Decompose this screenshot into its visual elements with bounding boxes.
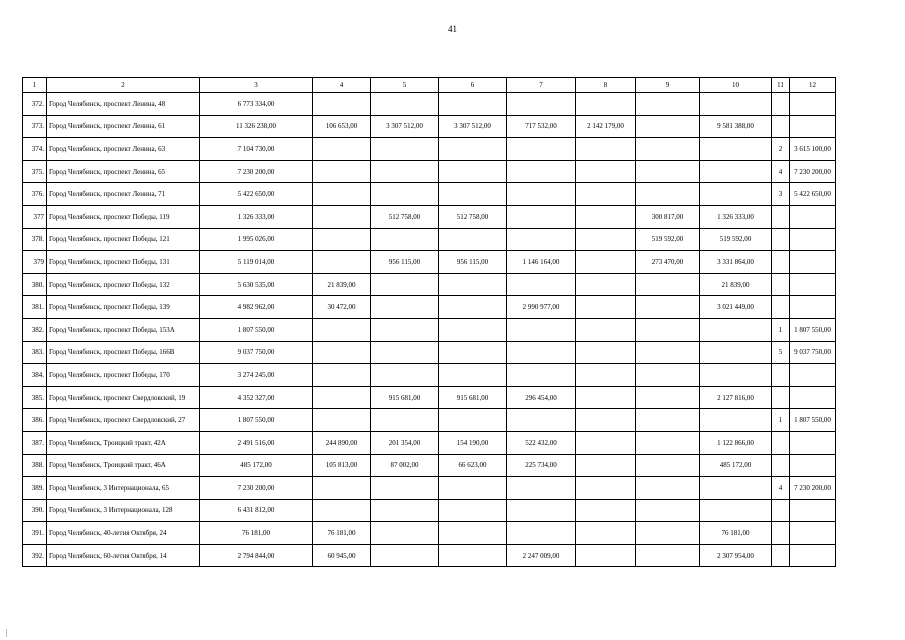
value-cell: 11 326 238,00: [200, 115, 313, 138]
value-cell: 244 890,00: [313, 431, 371, 454]
row-number-cell: 388.: [23, 454, 47, 477]
value-cell: [371, 409, 439, 432]
value-cell: [371, 477, 439, 500]
column-header-5: 5: [371, 78, 439, 93]
value-cell: [700, 183, 772, 206]
value-cell: 519 592,00: [700, 228, 772, 251]
value-cell: 1 807 550,00: [200, 409, 313, 432]
row-number-cell: 379: [23, 251, 47, 274]
value-cell: [772, 364, 790, 387]
value-cell: [790, 93, 836, 116]
value-cell: [576, 409, 636, 432]
table-row: [23, 93, 836, 116]
table-row: [23, 431, 836, 454]
value-cell: 21 839,00: [700, 273, 772, 296]
value-cell: 3 307 512,00: [439, 115, 507, 138]
row-number-cell: 378.: [23, 228, 47, 251]
value-cell: 915 681,00: [439, 386, 507, 409]
value-cell: [576, 251, 636, 274]
value-cell: [439, 499, 507, 522]
value-cell: [439, 296, 507, 319]
row-number-cell: 377: [23, 205, 47, 228]
value-cell: [507, 160, 576, 183]
address-cell: Город Челябинск, проспект Победы, 132: [47, 273, 200, 296]
row-number-cell: 386.: [23, 409, 47, 432]
row-number-cell: 389.: [23, 477, 47, 500]
value-cell: 9 037 750,00: [200, 341, 313, 364]
value-cell: [636, 386, 700, 409]
value-cell: [772, 386, 790, 409]
address-cell: Город Челябинск, проспект Свердловский, 19: [47, 386, 200, 409]
address-cell: Город Челябинск, проспект Свердловский, 27: [47, 409, 200, 432]
address-cell: Город Челябинск, проспект Победы, 121: [47, 228, 200, 251]
value-cell: 5 119 014,00: [200, 251, 313, 274]
value-cell: [507, 318, 576, 341]
value-cell: 2 794 844,00: [200, 544, 313, 567]
column-header-8: 8: [576, 78, 636, 93]
value-cell: [371, 183, 439, 206]
value-cell: [439, 228, 507, 251]
value-cell: [439, 160, 507, 183]
value-cell: [439, 341, 507, 364]
value-cell: [636, 273, 700, 296]
address-cell: Город Челябинск, проспект Победы, 119: [47, 205, 200, 228]
value-cell: [636, 296, 700, 319]
value-cell: [439, 364, 507, 387]
value-cell: [790, 205, 836, 228]
value-cell: 5: [772, 341, 790, 364]
value-cell: [371, 341, 439, 364]
value-cell: 300 817,00: [636, 205, 700, 228]
value-cell: 1: [772, 409, 790, 432]
value-cell: [790, 273, 836, 296]
value-cell: [576, 544, 636, 567]
table-row: [23, 409, 836, 432]
value-cell: 66 623,00: [439, 454, 507, 477]
value-cell: 2 307 954,00: [700, 544, 772, 567]
value-cell: [507, 228, 576, 251]
value-cell: 7 230 200,00: [200, 477, 313, 500]
value-cell: 7 230 200,00: [200, 160, 313, 183]
address-cell: Город Челябинск, проспект Победы, 166В: [47, 341, 200, 364]
value-cell: [700, 160, 772, 183]
value-cell: [576, 318, 636, 341]
value-cell: [439, 138, 507, 161]
table-row: [23, 499, 836, 522]
value-cell: [790, 228, 836, 251]
value-cell: [772, 296, 790, 319]
value-cell: [772, 115, 790, 138]
value-cell: [313, 409, 371, 432]
value-cell: [507, 499, 576, 522]
row-number-cell: 391.: [23, 522, 47, 545]
row-number-cell: 381.: [23, 296, 47, 319]
value-cell: 1 807 550,00: [790, 318, 836, 341]
value-cell: [790, 115, 836, 138]
value-cell: 9 037 750,00: [790, 341, 836, 364]
value-cell: 30 472,00: [313, 296, 371, 319]
value-cell: [439, 183, 507, 206]
table-row: [23, 160, 836, 183]
value-cell: [371, 273, 439, 296]
page-number: 41: [448, 24, 457, 34]
value-cell: 1 326 333,00: [700, 205, 772, 228]
value-cell: [790, 522, 836, 545]
value-cell: [636, 115, 700, 138]
value-cell: 4: [772, 160, 790, 183]
value-cell: [439, 409, 507, 432]
value-cell: 3 615 100,00: [790, 138, 836, 161]
value-cell: [507, 477, 576, 500]
value-cell: 7 230 200,00: [790, 160, 836, 183]
value-cell: 5 422 650,00: [200, 183, 313, 206]
value-cell: 485 172,00: [200, 454, 313, 477]
value-cell: [576, 138, 636, 161]
value-cell: 76 181,00: [200, 522, 313, 545]
value-cell: [636, 93, 700, 116]
value-cell: [576, 273, 636, 296]
value-cell: [636, 409, 700, 432]
address-cell: Город Челябинск, 3 Интернационала, 65: [47, 477, 200, 500]
column-header-7: 7: [507, 78, 576, 93]
value-cell: [636, 477, 700, 500]
value-cell: [790, 386, 836, 409]
value-cell: [576, 205, 636, 228]
table-row: [23, 364, 836, 387]
value-cell: [507, 183, 576, 206]
table-row: [23, 454, 836, 477]
table-row: [23, 183, 836, 206]
value-cell: [772, 499, 790, 522]
value-cell: [313, 160, 371, 183]
value-cell: [636, 341, 700, 364]
address-cell: Город Челябинск, проспект Ленина, 71: [47, 183, 200, 206]
value-cell: 3 021 449,00: [700, 296, 772, 319]
address-cell: Город Челябинск, проспект Победы, 131: [47, 251, 200, 274]
value-cell: [700, 138, 772, 161]
value-cell: 1 995 026,00: [200, 228, 313, 251]
value-cell: [313, 386, 371, 409]
value-cell: 6 773 334,00: [200, 93, 313, 116]
value-cell: [576, 160, 636, 183]
row-number-cell: 372.: [23, 93, 47, 116]
value-cell: [313, 93, 371, 116]
row-number-cell: 373.: [23, 115, 47, 138]
address-cell: Город Челябинск, проспект Победы, 139: [47, 296, 200, 319]
value-cell: [507, 522, 576, 545]
value-cell: [576, 386, 636, 409]
value-cell: [790, 296, 836, 319]
value-cell: [507, 409, 576, 432]
value-cell: 1: [772, 318, 790, 341]
row-number-cell: 387.: [23, 431, 47, 454]
value-cell: [576, 183, 636, 206]
value-cell: 485 172,00: [700, 454, 772, 477]
row-number-cell: 382.: [23, 318, 47, 341]
value-cell: [636, 318, 700, 341]
table-row: [23, 386, 836, 409]
value-cell: [313, 251, 371, 274]
table-row: [23, 477, 836, 500]
value-cell: 106 653,00: [313, 115, 371, 138]
value-cell: [576, 296, 636, 319]
value-cell: [700, 409, 772, 432]
value-cell: [313, 183, 371, 206]
value-cell: [371, 160, 439, 183]
value-cell: 225 734,00: [507, 454, 576, 477]
value-cell: 717 532,00: [507, 115, 576, 138]
value-cell: 76 181,00: [700, 522, 772, 545]
value-cell: 3 331 864,00: [700, 251, 772, 274]
value-cell: 76 181,00: [313, 522, 371, 545]
header-row: [23, 78, 836, 93]
value-cell: 21 839,00: [313, 273, 371, 296]
value-cell: [636, 160, 700, 183]
value-cell: 60 945,00: [313, 544, 371, 567]
value-cell: [313, 499, 371, 522]
table-row: [23, 205, 836, 228]
value-cell: 1 122 866,00: [700, 431, 772, 454]
value-cell: 3 307 512,00: [371, 115, 439, 138]
table-row: [23, 318, 836, 341]
row-number-cell: 384.: [23, 364, 47, 387]
value-cell: 9 581 388,00: [700, 115, 772, 138]
value-cell: [772, 431, 790, 454]
value-cell: [313, 138, 371, 161]
value-cell: [313, 318, 371, 341]
value-cell: [507, 364, 576, 387]
value-cell: 5 422 650,00: [790, 183, 836, 206]
value-cell: 105 813,00: [313, 454, 371, 477]
address-cell: Город Челябинск, проспект Ленина, 65: [47, 160, 200, 183]
value-cell: [371, 544, 439, 567]
value-cell: [576, 477, 636, 500]
value-cell: [576, 454, 636, 477]
value-cell: 5 630 535,00: [200, 273, 313, 296]
value-cell: [772, 205, 790, 228]
value-cell: [700, 499, 772, 522]
column-header-3: 3: [200, 78, 313, 93]
value-cell: 7 230 200,00: [790, 477, 836, 500]
value-cell: [507, 273, 576, 296]
value-cell: [700, 477, 772, 500]
value-cell: 273 470,00: [636, 251, 700, 274]
value-cell: [371, 296, 439, 319]
value-cell: [636, 138, 700, 161]
value-cell: 1 146 164,00: [507, 251, 576, 274]
column-header-2: 2: [47, 78, 200, 93]
value-cell: [790, 364, 836, 387]
address-cell: Город Челябинск, Троицкий тракт, 46А: [47, 454, 200, 477]
row-number-cell: 385.: [23, 386, 47, 409]
row-number-cell: 380.: [23, 273, 47, 296]
value-cell: 2 127 816,00: [700, 386, 772, 409]
row-number-cell: 390.: [23, 499, 47, 522]
value-cell: [700, 364, 772, 387]
table-row: [23, 115, 836, 138]
value-cell: 2 142 179,00: [576, 115, 636, 138]
value-cell: 2 491 516,00: [200, 431, 313, 454]
margin-mark: |: [6, 628, 8, 637]
value-cell: [371, 318, 439, 341]
row-number-cell: 374.: [23, 138, 47, 161]
address-cell: Город Челябинск, проспект Победы, 170: [47, 364, 200, 387]
value-cell: 4 352 327,00: [200, 386, 313, 409]
value-cell: [772, 93, 790, 116]
value-cell: 2 247 009,00: [507, 544, 576, 567]
value-cell: [772, 522, 790, 545]
value-cell: [772, 273, 790, 296]
value-cell: 154 190,00: [439, 431, 507, 454]
address-cell: Город Челябинск, проспект Победы, 153А: [47, 318, 200, 341]
value-cell: 296 454,00: [507, 386, 576, 409]
value-cell: [700, 318, 772, 341]
table-body: [23, 93, 836, 567]
value-cell: [313, 364, 371, 387]
value-cell: [576, 499, 636, 522]
value-cell: 7 104 730,00: [200, 138, 313, 161]
value-cell: [313, 477, 371, 500]
address-cell: Город Челябинск, проспект Ленина, 48: [47, 93, 200, 116]
column-header-10: 10: [700, 78, 772, 93]
row-number-cell: 375.: [23, 160, 47, 183]
value-cell: [790, 454, 836, 477]
value-cell: 956 115,00: [439, 251, 507, 274]
value-cell: [371, 499, 439, 522]
value-cell: 6 431 812,00: [200, 499, 313, 522]
value-cell: 4: [772, 477, 790, 500]
value-cell: [371, 138, 439, 161]
table-row: [23, 341, 836, 364]
address-cell: Город Челябинск, проспект Ленина, 63: [47, 138, 200, 161]
value-cell: [313, 228, 371, 251]
column-header-1: 1: [23, 78, 47, 93]
table-row: [23, 228, 836, 251]
address-cell: Город Челябинск, 3 Интернационала, 128: [47, 499, 200, 522]
value-cell: [507, 341, 576, 364]
address-cell: Город Челябинск, 40-летия Октября, 24: [47, 522, 200, 545]
value-cell: 3 274 245,00: [200, 364, 313, 387]
table-row: [23, 138, 836, 161]
value-cell: 512 758,00: [439, 205, 507, 228]
value-cell: 87 002,00: [371, 454, 439, 477]
value-cell: [371, 522, 439, 545]
row-number-cell: 376.: [23, 183, 47, 206]
value-cell: [772, 454, 790, 477]
value-cell: [790, 499, 836, 522]
value-cell: [371, 93, 439, 116]
address-cell: Город Челябинск, Троицкий тракт, 42А: [47, 431, 200, 454]
value-cell: [636, 431, 700, 454]
value-cell: [700, 341, 772, 364]
value-cell: [371, 228, 439, 251]
column-header-12: 12: [790, 78, 836, 93]
table-row: [23, 296, 836, 319]
value-cell: [507, 93, 576, 116]
value-cell: [439, 93, 507, 116]
value-cell: [371, 364, 439, 387]
value-cell: [636, 522, 700, 545]
value-cell: [576, 93, 636, 116]
table-row: [23, 273, 836, 296]
value-cell: 915 681,00: [371, 386, 439, 409]
column-header-6: 6: [439, 78, 507, 93]
value-cell: [636, 183, 700, 206]
table-row: [23, 544, 836, 567]
registry-table: [22, 77, 836, 567]
value-cell: [576, 341, 636, 364]
value-cell: [507, 138, 576, 161]
value-cell: [576, 431, 636, 454]
value-cell: 519 592,00: [636, 228, 700, 251]
value-cell: [700, 93, 772, 116]
value-cell: [790, 251, 836, 274]
value-cell: [636, 499, 700, 522]
value-cell: [576, 228, 636, 251]
column-header-9: 9: [636, 78, 700, 93]
value-cell: [790, 544, 836, 567]
value-cell: [313, 205, 371, 228]
value-cell: [772, 251, 790, 274]
column-header-11: 11: [772, 78, 790, 93]
row-number-cell: 392.: [23, 544, 47, 567]
value-cell: [576, 522, 636, 545]
address-cell: Город Челябинск, проспект Ленина, 61: [47, 115, 200, 138]
value-cell: 2 990 977,00: [507, 296, 576, 319]
value-cell: 201 354,00: [371, 431, 439, 454]
value-cell: 522 432,00: [507, 431, 576, 454]
value-cell: [313, 341, 371, 364]
value-cell: 512 758,00: [371, 205, 439, 228]
table-row: [23, 251, 836, 274]
value-cell: 1 807 550,00: [200, 318, 313, 341]
value-cell: 4 982 962,00: [200, 296, 313, 319]
value-cell: [439, 544, 507, 567]
value-cell: [439, 318, 507, 341]
value-cell: [439, 522, 507, 545]
value-cell: [439, 273, 507, 296]
value-cell: 956 115,00: [371, 251, 439, 274]
value-cell: [439, 477, 507, 500]
value-cell: [576, 364, 636, 387]
value-cell: [790, 431, 836, 454]
value-cell: [507, 205, 576, 228]
value-cell: 1 807 550,00: [790, 409, 836, 432]
table-row: [23, 522, 836, 545]
column-header-4: 4: [313, 78, 371, 93]
value-cell: 2: [772, 138, 790, 161]
address-cell: Город Челябинск, 60-летия Октября, 14: [47, 544, 200, 567]
value-cell: [772, 228, 790, 251]
value-cell: 3: [772, 183, 790, 206]
row-number-cell: 383.: [23, 341, 47, 364]
value-cell: 1 326 333,00: [200, 205, 313, 228]
value-cell: [636, 364, 700, 387]
value-cell: [772, 544, 790, 567]
value-cell: [636, 454, 700, 477]
value-cell: [636, 544, 700, 567]
